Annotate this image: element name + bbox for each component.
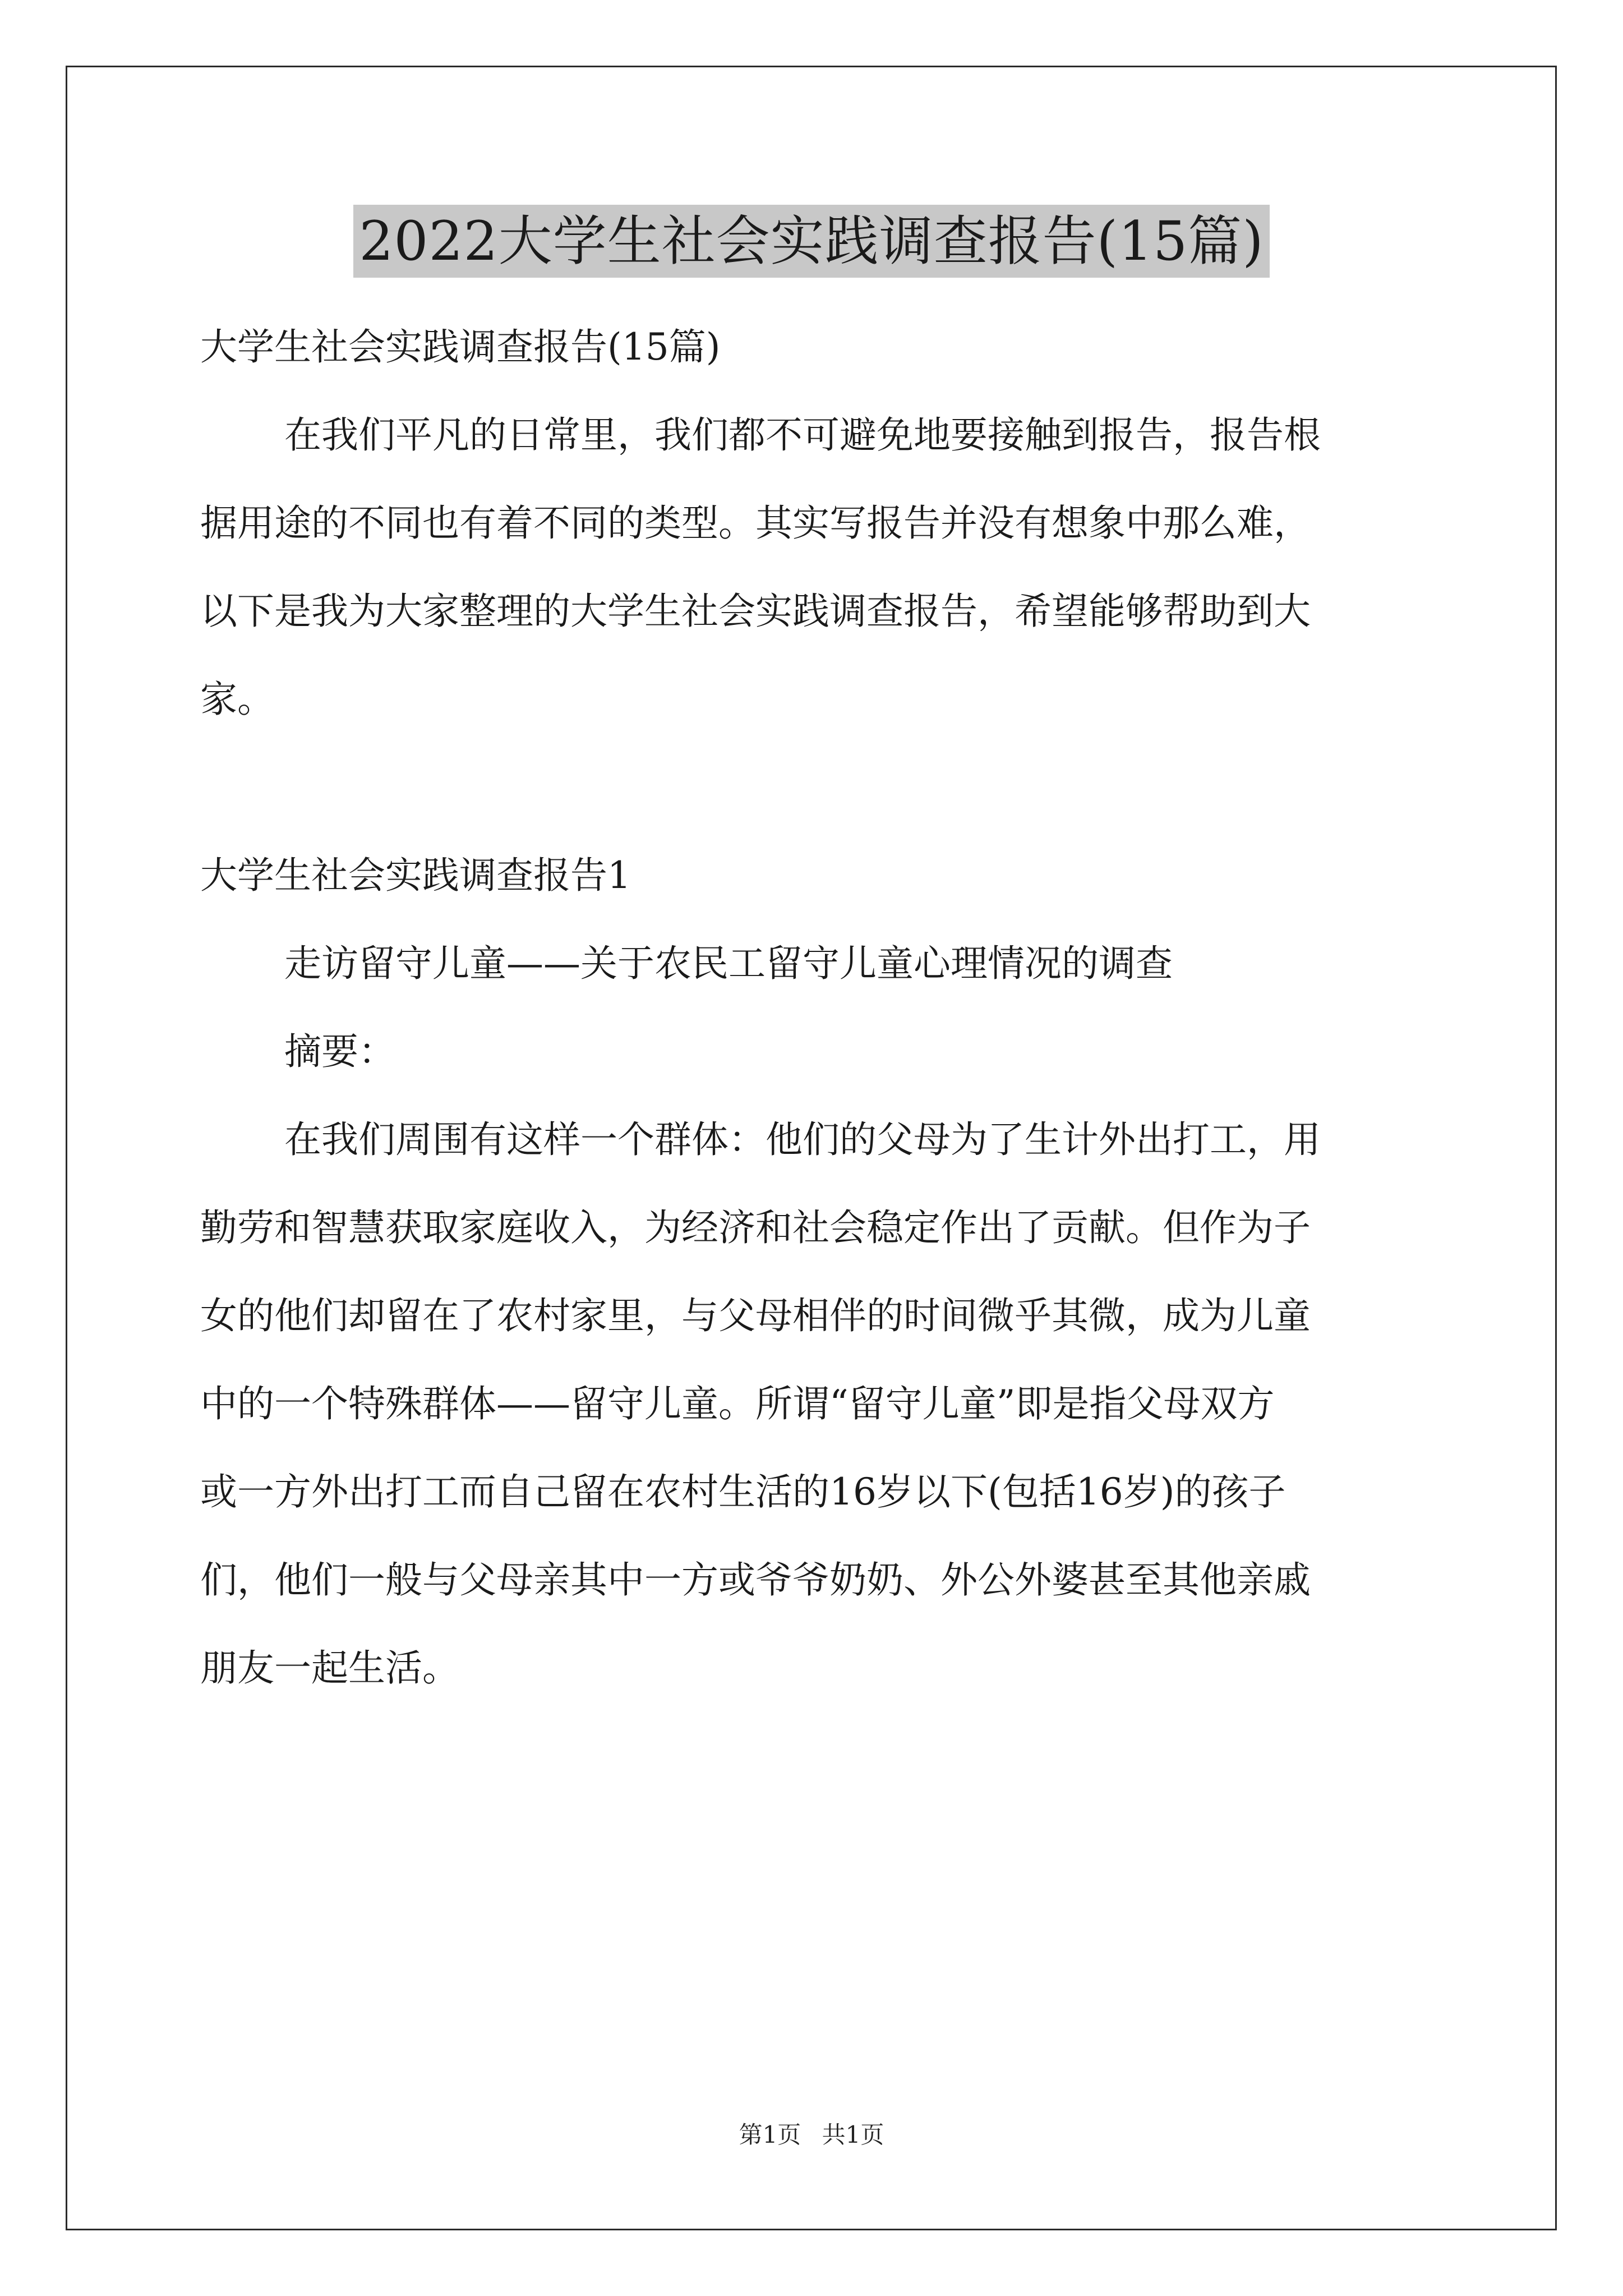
report-title: 走访留守儿童——关于农民工留守儿童心理情况的调查 [284, 942, 1173, 985]
spacer [200, 743, 1428, 831]
title-container [0, 205, 1623, 278]
document-title: 2022大学生社会实践调查报告(15篇) [353, 205, 1269, 278]
abstract-line: 中的一个特殊群体——留守儿童。所谓“留守儿童”即是指父母双方 [200, 1382, 1275, 1425]
abstract-line: 在我们周围有这样一个群体：他们的父母为了生计外出打工，用 [284, 1118, 1321, 1161]
intro-line: 在我们平凡的日常里，我们都不可避免地要接触到报告，报告根 [284, 413, 1321, 457]
abstract-line: 勤劳和智慧获取家庭收入，为经济和社会稳定作出了贡献。但作为子 [200, 1206, 1311, 1249]
intro-line: 以下是我为大家整理的大学生社会实践调查报告，希望能够帮助到大 [200, 590, 1311, 633]
intro-line: 家。 [200, 678, 274, 721]
intro-line: 据用途的不同也有着不同的类型。其实写报告并没有想象中那么难， [200, 501, 1311, 545]
abstract-line: 朋友一起生活。 [200, 1646, 459, 1690]
abstract-label: 摘要： [284, 1030, 395, 1073]
abstract-line: 或一方外出打工而自己留在农村生活的16岁以下(包括16岁)的孩子 [200, 1470, 1286, 1513]
document-body [200, 303, 1428, 1712]
section-heading: 大学生社会实践调查报告1 [200, 854, 631, 897]
page-total: 共1页 [822, 2121, 884, 2148]
abstract-line: 们，他们一般与父母亲其中一方或爷爷奶奶、外公外婆甚至其他亲戚 [200, 1558, 1311, 1602]
page-number: 第1页 [739, 2121, 801, 2148]
abstract-line: 女的他们却留在了农村家里，与父母相伴的时间微乎其微，成为儿童 [200, 1294, 1311, 1337]
subtitle: 大学生社会实践调查报告(15篇) [200, 325, 721, 369]
page-footer [0, 2118, 1623, 2152]
